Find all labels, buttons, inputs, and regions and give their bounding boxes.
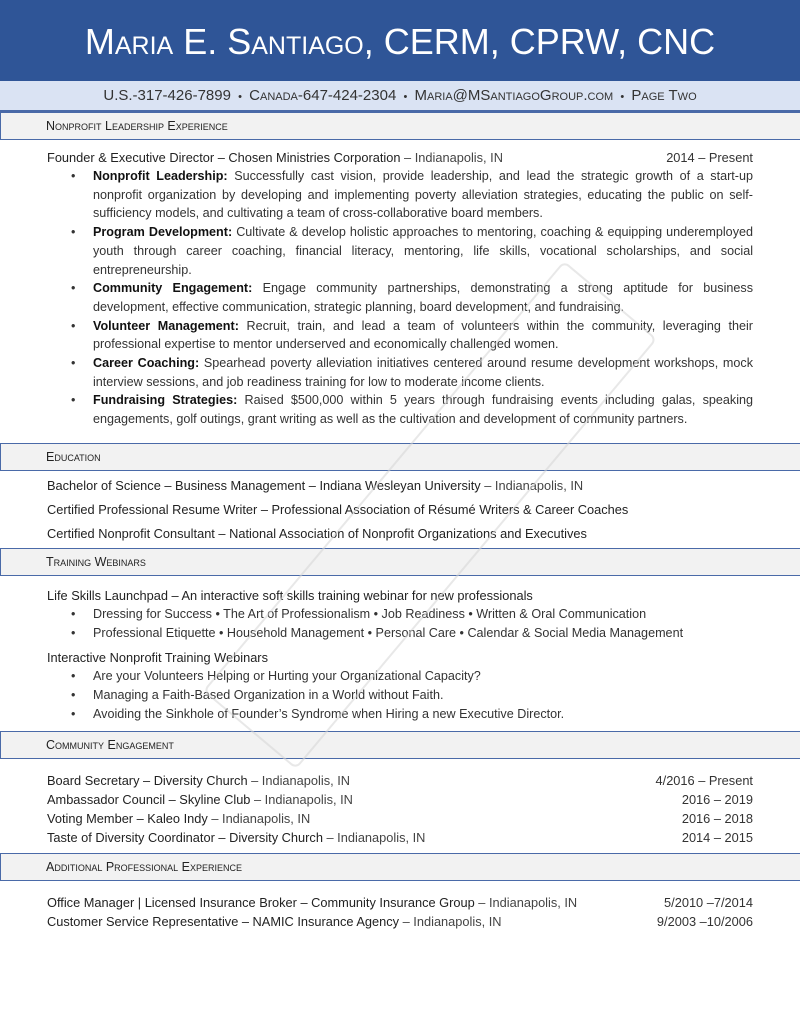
watermark-label	[0, 931, 1, 932]
bullet-label: Career Coaching:	[93, 356, 200, 371]
bullet-label: Fundraising Strategies:	[93, 393, 238, 408]
bullet-text: Cultivate & develop holistic approaches to mentoring, coaching & equipping underemployed youth through career coaching, financial literacy, mentoring, life skills, vocational scholarships, and social entrepreneurship.	[93, 225, 753, 277]
list-item	[93, 223, 753, 279]
list-item: • Managing a Faith-Based Organization in a World without Faith.	[93, 686, 753, 705]
section-header-additional	[0, 853, 800, 881]
role-title: Founder & Executive Director – Chosen Ministries Corporation	[47, 150, 401, 165]
list-item: • Dressing for Success • The Art of Professionalism • Job Readiness • Written & Oral Communication	[93, 605, 753, 624]
list-item: • Are your Volunteers Helping or Hurting your Organizational Capacity?	[93, 667, 753, 686]
list-item: • Professional Etiquette • Household Management • Personal Care • Calendar & Social Media Management	[93, 624, 753, 643]
community-role: Voting Member – Kaleo Indy	[47, 811, 208, 827]
community-location: – Indianapolis, IN	[322, 830, 426, 846]
training-heading-text: Interactive Nonprofit Training Webinars	[47, 650, 268, 666]
name-header: Maria E. Santiago, CERM, CPRW, CNC	[0, 0, 800, 81]
training-bullets	[0, 605, 800, 642]
education-cert: Certified Nonprofit Consultant – National Association of Nonprofit Organizations and Executives	[47, 525, 587, 541]
bullet-label: Nonprofit Leadership:	[93, 169, 228, 183]
community-item	[0, 790, 800, 809]
community-text	[47, 828, 425, 847]
education-cert: Certified Professional Resume Writer – Professional Association of Résumé Writers & Career Coaches	[47, 501, 629, 517]
page-label: Page Two	[631, 87, 697, 104]
section-header-education	[0, 443, 800, 471]
education-degree: Bachelor of Science – Business Management – Indiana Wesleyan University	[47, 477, 481, 493]
list-item	[93, 317, 753, 354]
additional-location: – Indianapolis, IN	[474, 895, 578, 911]
bullet-label: Volunteer Management:	[93, 318, 239, 333]
section-title: Education	[46, 449, 101, 464]
role-line	[0, 148, 800, 167]
additional-dates: 9/2003 –10/2006	[656, 914, 753, 930]
training-bullets	[0, 667, 800, 723]
community-role: Board Secretary – Diversity Church	[47, 773, 248, 789]
community-text	[47, 809, 310, 828]
training-heading-text: Life Skills Launchpad – An interactive soft skills training webinar for new professionals	[47, 587, 533, 603]
section-title: Nonprofit Leadership Experience	[46, 119, 228, 133]
community-item	[0, 828, 800, 847]
additional-item	[0, 893, 800, 912]
community-dates: 2014 – 2015	[681, 830, 753, 846]
bullet-text: Engage community partnerships, demonstrating a strong aptitude for business development, effective communication, strategic planning, board development, and fundraising.	[93, 281, 753, 314]
education-item	[0, 524, 800, 543]
additional-text	[47, 912, 502, 931]
community-role: Ambassador Council – Skyline Club	[47, 792, 251, 808]
separator: •	[238, 91, 242, 103]
additional-role: Customer Service Representative – NAMIC Insurance Agency	[47, 914, 400, 930]
additional-location: – Indianapolis, IN	[399, 914, 502, 930]
list-item: • Avoiding the Sinkhole of Founder’s Syndrome when Hiring a new Executive Director.	[93, 705, 753, 724]
us-phone: U.S.-317-426-7899	[103, 87, 231, 104]
education-item	[0, 476, 800, 495]
training-heading	[0, 586, 800, 605]
education-item	[0, 500, 800, 519]
section-header-training	[0, 548, 800, 576]
bullet-label: Program Development:	[93, 225, 233, 240]
additional-dates: 5/2010 –7/2014	[664, 895, 753, 911]
canada-phone: Canada-647-424-2304	[249, 87, 397, 104]
community-text	[47, 771, 350, 790]
community-item	[0, 809, 800, 828]
additional-item	[0, 912, 800, 931]
community-location: – Indianapolis, IN	[247, 773, 351, 789]
section-title: Community Engagement	[46, 738, 174, 753]
section-header-leadership	[0, 112, 800, 140]
community-location: – Indianapolis, IN	[250, 792, 353, 808]
separator: •	[620, 91, 625, 103]
section-title: Additional Professional Experience	[46, 860, 242, 875]
list-item	[93, 354, 753, 391]
section-title: Training Webinars	[46, 554, 146, 569]
contact-bar	[0, 81, 800, 112]
community-item	[0, 771, 800, 790]
community-role: Taste of Diversity Coordinator – Diversity Church	[47, 830, 323, 846]
additional-text	[47, 893, 577, 912]
role-text	[47, 148, 503, 167]
role-dates: 2014 – Present	[666, 150, 753, 165]
community-dates: 2016 – 2019	[681, 792, 753, 808]
list-item	[93, 279, 753, 316]
list-item	[93, 167, 753, 223]
list-item	[93, 391, 753, 428]
role-location: – Indianapolis, IN	[400, 150, 503, 165]
community-dates: 4/2016 – Present	[655, 773, 753, 789]
leadership-bullets	[0, 167, 800, 429]
bullet-text: Raised $500,000 within 5 years through fundraising events including galas, speaking engagements, golf outings, grant writing as well as the cultivation and development of community partners.	[93, 393, 754, 427]
community-location: – Indianapolis, IN	[207, 811, 311, 827]
bullet-text: Recruit, train, and lead a team of volunteers within the community, leveraging their professional expertise to mentor underserved and economically challenged women.	[93, 318, 753, 352]
section-header-community	[0, 731, 800, 759]
education-location: – Indianapolis, IN	[480, 477, 584, 493]
email-link[interactable]: Maria@MSantiagoGroup.com	[414, 87, 614, 104]
community-text	[47, 790, 353, 809]
bullet-text: Successfully cast vision, provide leadership, and lead the strategic growth of a start-up nonprofit organization by developing and implementing poverty alleviation strategies, educating the public on self-sufficiency models, and cultivating a team of cross-collaborative board members.	[93, 169, 753, 221]
community-dates: 2016 – 2018	[681, 811, 753, 827]
separator: •	[403, 91, 408, 103]
bullet-label: Community Engagement:	[93, 281, 253, 296]
training-heading	[0, 648, 800, 667]
additional-role: Office Manager | Licensed Insurance Broker – Community Insurance Group	[47, 895, 475, 911]
bullet-text: Spearhead poverty alleviation initiatives centered around resume development workshops, mock interview sessions, and job readiness training for low to moderate income clients.	[93, 356, 754, 389]
